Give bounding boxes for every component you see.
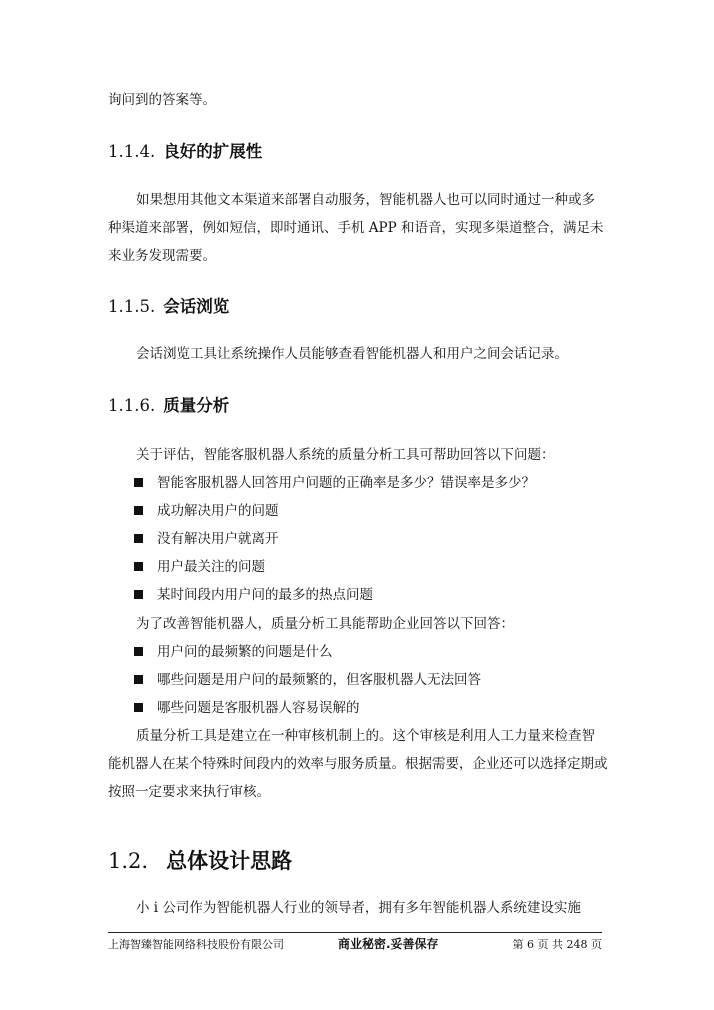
audit-paragraph: 质量分析工具是建立在一种审核机制上的。这个审核是利用人工力量来检查智能机器人在某个特殊时间段内的效率与服务质量。根据需要，企业还可以选择定期或按照一定要求来执行审核。 xyxy=(108,728,608,800)
session-paragraph: 会话浏览工具让系统操作人员能够查看智能机器人和用户之间会话记录。 xyxy=(136,346,568,362)
square-bullet-icon xyxy=(134,506,143,515)
list-item: 用户最关注的问题 xyxy=(134,553,614,581)
intro-tail-text: 询问到的答案等。 xyxy=(108,92,216,108)
section-heading-1-1-6 xyxy=(108,394,229,418)
list-item: 哪些问题是用户问的最频繁的，但客服机器人无法回答 xyxy=(134,666,614,694)
list-item: 哪些问题是客服机器人容易误解的 xyxy=(134,694,614,722)
section-title: 质量分析 xyxy=(163,396,230,415)
improvement-paragraph: 为了改善智能机器人，质量分析工具能帮助企业回答以下回答： xyxy=(136,616,514,632)
section-number: 1.1.6. xyxy=(108,396,156,415)
list-item: 某时间段内用户问的最多的热点问题 xyxy=(134,581,614,609)
square-bullet-icon xyxy=(134,703,143,712)
section-heading-1-2 xyxy=(108,847,292,875)
section-title: 会话浏览 xyxy=(163,297,230,316)
square-bullet-icon xyxy=(134,590,143,599)
section-heading-1-1-5 xyxy=(108,295,229,319)
square-bullet-icon xyxy=(134,562,143,571)
square-bullet-icon xyxy=(134,478,143,487)
section-title: 总体设计思路 xyxy=(166,849,293,873)
company-paragraph: 小 i 公司作为智能机器人行业的领导者，拥有多年智能机器人系统建设实施 xyxy=(136,900,581,916)
footer-confidential: 商业秘密.妥善保存 xyxy=(338,937,439,951)
extensibility-paragraph: 如果想用其他文本渠道来部署自动服务，智能机器人也可以同时通过一种或多种渠道来部署，例如短信，即时通讯、手机 APP 和语音，实现多渠道整合，满足未来业务发现需要。 xyxy=(108,192,604,264)
section-number: 1.1.5. xyxy=(108,297,156,316)
square-bullet-icon xyxy=(134,675,143,684)
list-item: 用户问的最频繁的问题是什么 xyxy=(134,638,614,666)
section-title: 良好的扩展性 xyxy=(163,142,263,161)
square-bullet-icon xyxy=(134,534,143,543)
list-item: 没有解决用户就离开 xyxy=(134,525,614,553)
improvement-question-list xyxy=(134,638,614,722)
page-footer xyxy=(108,932,602,953)
section-number: 1.2. xyxy=(108,849,149,873)
square-bullet-icon xyxy=(134,647,143,656)
evaluation-paragraph: 关于评估，智能客服机器人系统的质量分析工具可帮助回答以下问题： xyxy=(136,447,555,463)
section-heading-1-1-4 xyxy=(108,140,262,164)
list-item: 成功解决用户的问题 xyxy=(134,497,614,525)
section-number: 1.1.4. xyxy=(108,142,156,161)
footer-company: 上海智臻智能网络科技股份有限公司 xyxy=(108,938,284,951)
list-item: 智能客服机器人回答用户问题的正确率是多少？错误率是多少？ xyxy=(134,469,614,497)
footer-page-number: 第 6 页 共 248 页 xyxy=(512,938,602,951)
evaluation-question-list xyxy=(134,469,614,609)
